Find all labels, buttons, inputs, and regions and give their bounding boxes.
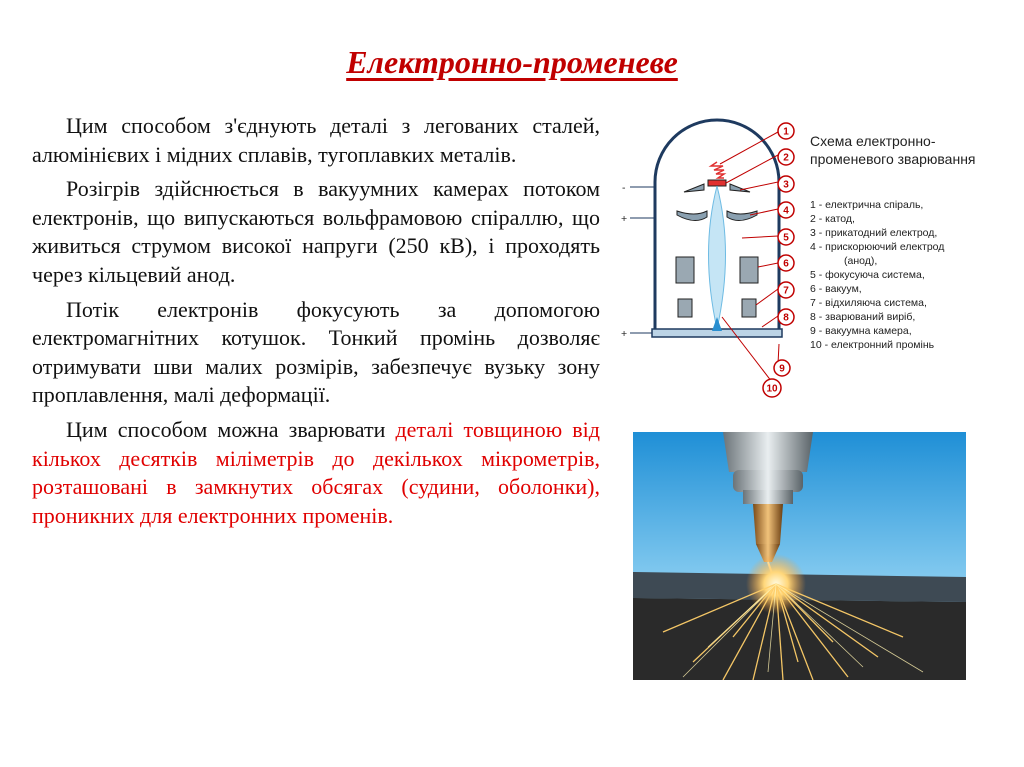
anode-left — [677, 211, 707, 221]
welding-photo — [633, 432, 966, 680]
callout-7: 7 — [783, 285, 789, 297]
deflection-coil-right — [742, 299, 756, 317]
terminal-plus-1: + — [621, 213, 628, 225]
beam-tip — [712, 317, 722, 331]
legend-item-6: 6 - вакуум, — [810, 283, 862, 295]
terminal-minus: - — [622, 182, 626, 194]
callout-1: 1 — [783, 126, 789, 138]
legend-item-8: 8 - зварюваний виріб, — [810, 311, 916, 323]
diagram-title-line-1: Схема електронно- — [810, 133, 936, 149]
paragraph-3: Потік електронів фокусують за допомогою електромагнітних котушок. Тонкий промінь дозволяє отримувати шви малих розмірів, забезпечує вузьку зону проплавлення, малі деформації. — [32, 296, 600, 408]
legend-item-1: 1 - електрична спіраль, — [810, 199, 924, 211]
legend-item-4: 4 - прискорюючий електрод — [810, 241, 945, 253]
callout-9: 9 — [779, 363, 785, 375]
paragraph-4-start: Цим способом можна зварювати — [66, 416, 396, 442]
cathode-shape — [708, 180, 726, 186]
body-text — [32, 112, 600, 536]
callout-8: 8 — [783, 312, 789, 324]
electron-beam — [709, 186, 726, 329]
spiral-shape — [711, 162, 724, 178]
diagram-title-line-2: променевого зварювання — [810, 151, 976, 167]
cathode-electrode-right — [730, 184, 750, 192]
anode-right — [727, 211, 757, 221]
callout-2: 2 — [783, 152, 789, 164]
legend-item-5: 5 - фокусуюча система, — [810, 269, 925, 281]
legend-item-3: 3 - прикатодний електрод, — [810, 227, 938, 239]
callout-6: 6 — [783, 258, 789, 270]
electron-beam-welding-diagram — [612, 112, 1024, 408]
paragraph-4-highlight: деталі товщиною від кількох десятків міліметрів до декількох мікрометрів, розташовані в замкнутих обсягах (судини, оболонки), проникних для електронних променів. — [32, 416, 600, 528]
legend-item-7: 7 - відхиляюча система, — [810, 297, 927, 309]
paragraph-1: Цим способом з'єднують деталі з легованих сталей, алюмінієвих і мідних сплавів, тугоплавких металів. — [32, 113, 600, 167]
terminal-plus-2: + — [621, 328, 628, 340]
callout-4: 4 — [783, 205, 789, 217]
cathode-electrode-left — [684, 184, 704, 192]
legend-item-4b: (анод), — [844, 255, 878, 267]
deflection-coil-left — [678, 299, 692, 317]
focusing-coil-left — [676, 257, 694, 283]
paragraph-4 — [32, 416, 600, 530]
callout-5: 5 — [783, 232, 789, 244]
paragraph-2: Розігрів здійснюється в вакуумних камерах потоком електронів, що випускаються вольфрамовою спіраллю, що живиться струмом високої напруги (250 кВ), і проходять через кільцевий анод. — [32, 176, 600, 287]
legend-item-2: 2 - катод, — [810, 213, 855, 225]
page-title: Електронно-променеве — [346, 44, 678, 80]
callout-10: 10 — [766, 383, 778, 395]
focusing-coil-right — [740, 257, 758, 283]
legend-item-10: 10 - електронний промінь — [810, 339, 935, 351]
legend-item-9: 9 - вакуумна камера, — [810, 325, 912, 337]
callout-3: 3 — [783, 179, 789, 191]
